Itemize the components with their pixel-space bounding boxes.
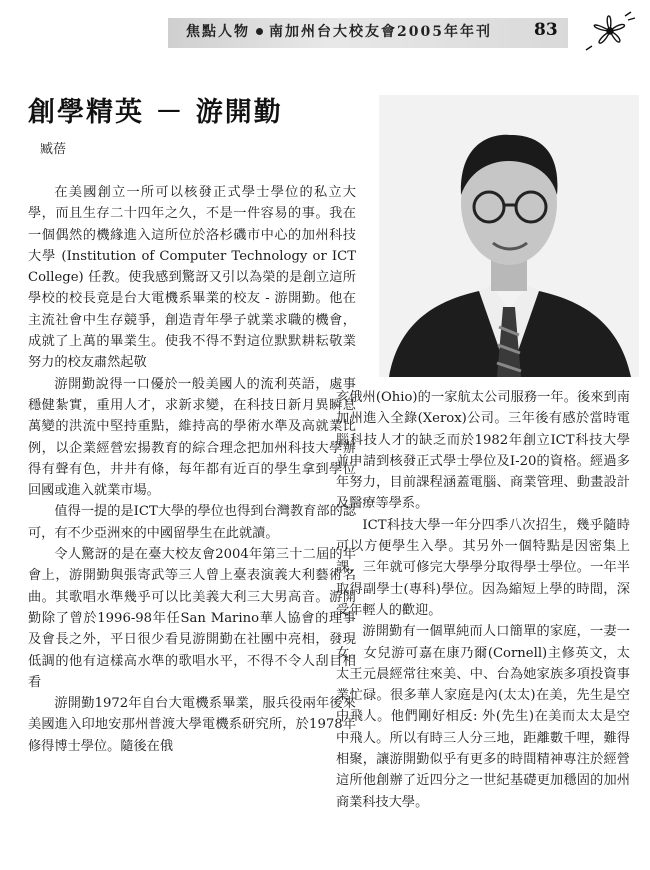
right-column: [336, 387, 630, 813]
paragraph: 值得一提的是ICT大學的學位也得到台灣教育部的認可，有不少亞洲來的中國留學生在此就讀。: [28, 504, 356, 541]
paragraph: ICT科技大學一年分四季八次招生，幾乎隨時可以方便學生入學。其另外一個特點是因密集上課，三年就可修完大學學分取得學士學位。一年半取得副學士(專科)學位。因為縮短上學的時間，深受年輕人的歡迎。: [336, 517, 630, 618]
bullet-dot-icon: [256, 28, 263, 35]
article-author: 臧蓓: [40, 142, 67, 157]
left-column: [28, 182, 356, 757]
flower-icon: [580, 6, 640, 56]
article-title: 創學精英 － 游開勤: [28, 97, 283, 128]
header-publication: 南加州台大校友會2005年年刊: [269, 24, 492, 40]
page-number: 83: [534, 20, 558, 40]
running-header: [186, 21, 492, 41]
paragraph: 令人驚訝的是在臺大校友會2004年第三十二屆的年會上，游開勤與張寄武等三人曾上臺表演義大利藝術名曲。其歌唱水準幾乎可以比美義大利三大男高音。游開勤除了曾於1996-98年任San Marino華人協會的理事及會長之外，平日很少看見游開勤在社團中亮相，發現低調的他有這樣高水準的歌唱水平，不得不令人刮目相看: [28, 547, 356, 690]
paragraph: 游開勤有一個單純而人口簡單的家庭，一妻一女。女兒游可嘉在康乃爾(Cornell)主修英文，太太王元晨經常往來美、中、台為她家族多項投資事業忙碌。很多華人家庭是內(太太)在美，先生是空中飛人。他們剛好相反: 外(先生)在美而太太是空中飛人。所以有時三人分三地，距離數千哩，難得相聚，讓游開勤似乎有更多的時間精神專注於經營這所他創辦了近四分之一世紀基礎更加穩固的加州商業科技大學。: [336, 624, 630, 810]
header-section: 焦點人物: [186, 24, 250, 40]
portrait-photo: [379, 95, 639, 377]
paragraph: 在美國創立一所可以核發正式學士學位的私立大學，而且生存二十四年之久，不是一件容易的事。我在一個偶然的機緣進入這所位於洛杉磯市中心的加州科技大學 (Institution of Computer Technology or ICT College) 任教。使我感到驚訝又引以為榮的是創立這所學校的校長竟是台大電機系畢業的校友 - 游開勤。他在主流社會中生存競爭，創造青年學子就業求職的機會，成就了上萬的畢業生。使我不得不對這位默默耕耘敬業努力的校友肅然起敬: [28, 185, 356, 371]
paragraph-continued: 亥俄州(Ohio)的一家航太公司服務一年。後來到南加州進入全錄(Xerox)公司。三年後有感於當時電腦科技人才的缺乏而於1982年創立ICT科技大學並申請到核發正式學士學位及I-20的資格。經過多年努力，目前課程涵蓋電腦、商業管理、動畫設計及醫療等學系。: [336, 390, 630, 512]
paragraph: 游開勤說得一口優於一般美國人的流利英語，處事穩健紮實，重用人才，求新求變，在科技日新月異瞬息萬變的洪流中堅持重點，維持高的學術水準及高就業比例，以企業經營宏揚教育的綜合理念把加州科技大學辦得有聲有色，井井有條，每年都有近百的學生拿到學位回國或進入就業市場。: [28, 376, 356, 499]
paragraph: 游開勤1972年自台大電機系畢業，服兵役兩年後來美國進入印地安那州普渡大學電機系研究所，於1978年修得博士學位。隨後在俄: [28, 696, 356, 754]
